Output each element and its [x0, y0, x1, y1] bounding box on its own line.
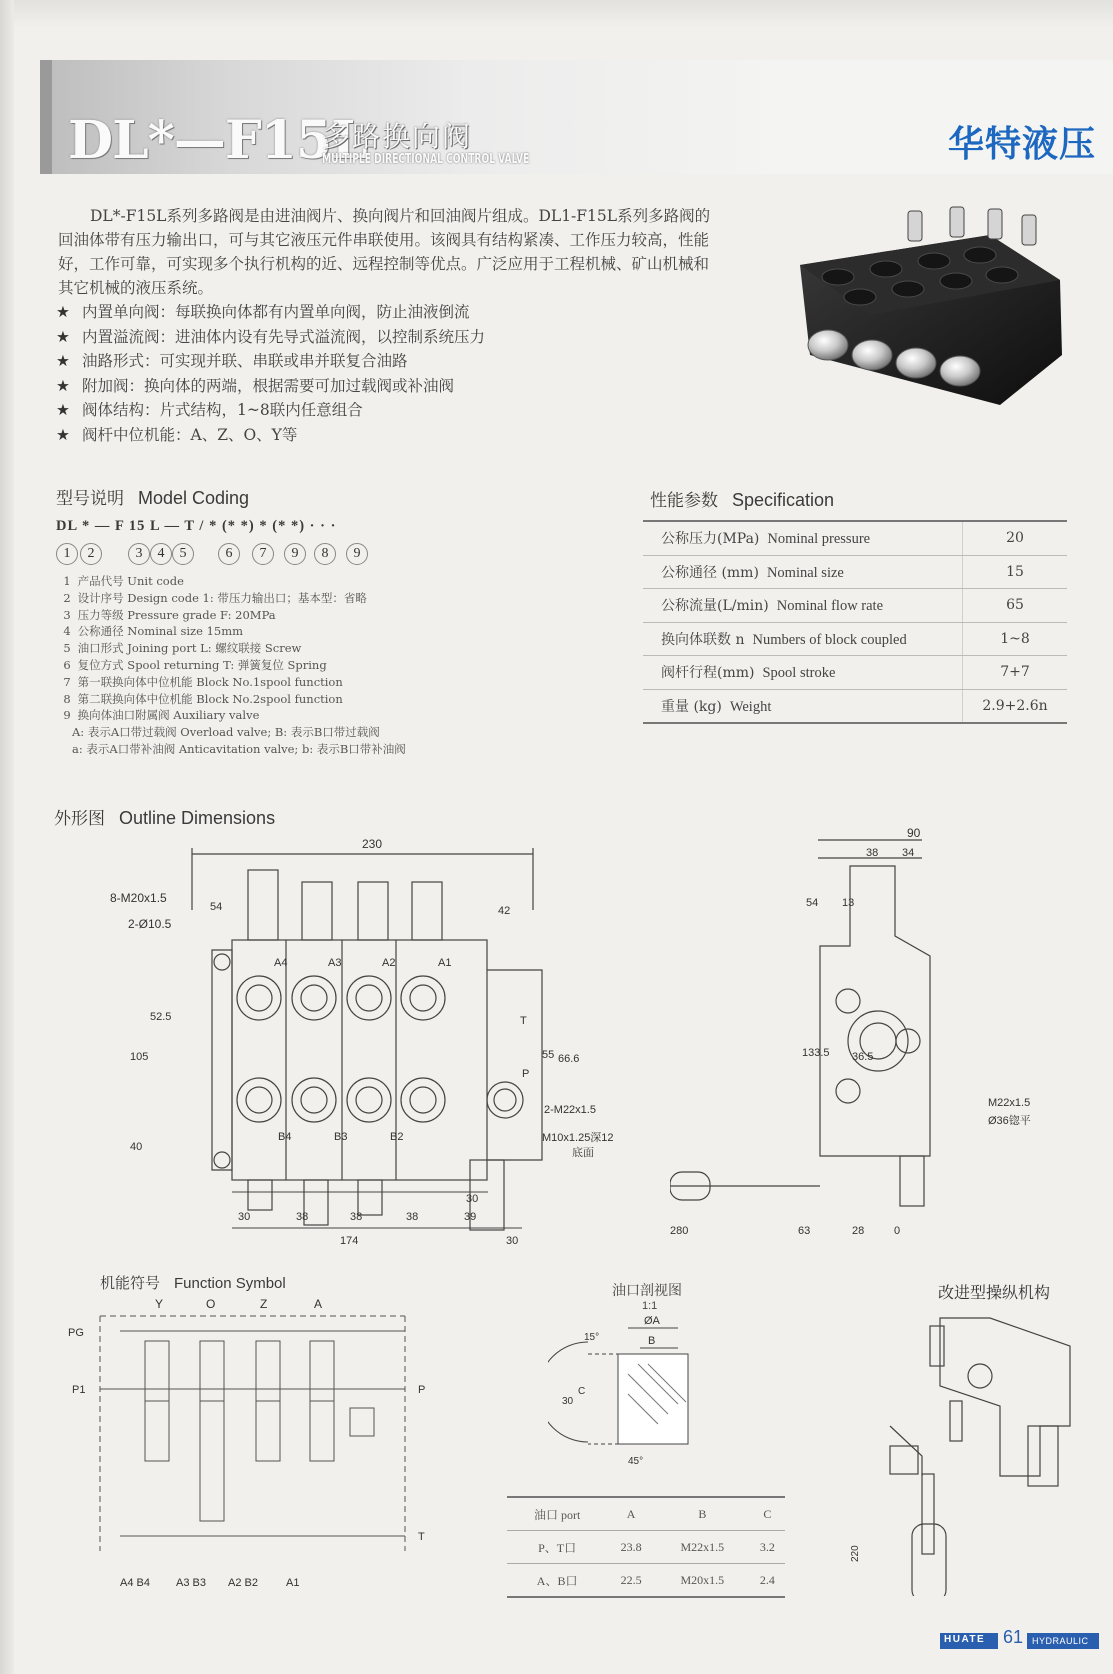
code-number: 6	[218, 543, 240, 565]
title-chinese: 多路换向阀	[322, 120, 473, 153]
dim-label: 13	[842, 897, 855, 909]
dim-label: 280	[670, 1225, 689, 1237]
feature-item: ★ 油路形式：可实现并联、串联或串并联复合油路	[56, 349, 696, 374]
legend-item: 3 压力等级 Pressure grade F: 20MPa	[63, 607, 276, 622]
model-coding-heading: 型号说明 Model Coding	[56, 488, 250, 509]
symbol-label: A2 B2	[228, 1577, 258, 1589]
star-icon: ★	[56, 303, 70, 321]
dim-label: 36.5	[852, 1051, 874, 1063]
dim-label: 30	[562, 1396, 574, 1407]
dim-label: 230	[361, 837, 383, 851]
side-view-drawing	[670, 826, 1070, 1246]
dim-label: 54	[806, 897, 819, 909]
table-row: P、T口 23.8 M22x1.5 3.2	[507, 1531, 785, 1564]
symbol-label: A1	[286, 1577, 300, 1589]
dim-label: 54	[210, 901, 223, 913]
page-number: 61	[1003, 1627, 1024, 1647]
symbol-label: PG	[68, 1327, 84, 1339]
star-icon: ★	[56, 401, 70, 419]
specification-heading: 性能参数 Specification	[650, 490, 835, 511]
dim-label: 38	[406, 1211, 419, 1223]
page-binding-shade	[0, 0, 14, 1674]
legend-item: 1 产品代号 Unit code	[63, 574, 184, 588]
port-label: T	[520, 1015, 527, 1027]
port-label: A3	[328, 957, 342, 969]
intro-paragraph: DL*-F15L系列多路阀是由进油阀片、换向阀片和回油阀片组成。DL1-F15L系列多路阀的回油体带有压力输出口，可与其它液压元件串联使用。该阀具有结构紧凑、工作压力较高，性能好，工作可靠，可实现多个执行机构的近、远程控制等优点。广泛应用于工程机械、矿山机械和其它机械的液压系统。	[58, 207, 711, 297]
legend-item: 9 换向体油口附属阀 Auxiliary valve	[63, 708, 260, 723]
dim-label: 38	[866, 847, 879, 859]
dim-label: 133.5	[802, 1047, 830, 1059]
symbol-label: A	[314, 1297, 323, 1311]
star-icon: ★	[56, 425, 70, 444]
dim-label: 52.5	[150, 1011, 172, 1023]
feature-list	[56, 300, 696, 447]
code-number: 5	[172, 543, 194, 565]
dim-label: 45°	[628, 1456, 644, 1467]
outline-heading: 外形图 Outline Dimensions	[54, 808, 276, 829]
port-section-title: 油口剖视图	[612, 1283, 682, 1299]
dim-label: 174	[340, 1235, 359, 1247]
code-number: 2	[80, 543, 102, 565]
star-icon: ★	[56, 352, 70, 370]
specification-table	[643, 520, 1067, 724]
port-label: A4	[274, 957, 288, 969]
dim-label: 15°	[584, 1332, 600, 1343]
dim-label: 30	[238, 1211, 251, 1223]
dim-label: 38	[350, 1211, 363, 1223]
dim-label: 105	[130, 1051, 149, 1063]
code-number: 8	[314, 543, 336, 565]
feature-item: ★ 阀体结构：片式结构，1~8联内任意组合	[56, 398, 696, 423]
table-row: A、B口 22.5 M20x1.5 2.4	[507, 1564, 785, 1598]
symbol-label: A3 B3	[176, 1577, 206, 1589]
dim-label: B	[648, 1335, 656, 1347]
callout-ports: 8-M20x1.5	[110, 891, 167, 905]
legend-item: 5 油口形式 Joining port L: 螺纹联接 Screw	[63, 641, 302, 656]
model-code-legend	[60, 573, 406, 758]
code-number: 7	[252, 543, 274, 565]
function-symbol-diagram	[60, 1296, 440, 1596]
brand-name: 华特液压	[948, 124, 1097, 165]
code-number: 1	[56, 543, 78, 565]
feature-item: ★ 内置单向阀：每联换向体都有内置单向阀，防止油液倒流	[56, 300, 696, 325]
port-label: P	[522, 1068, 530, 1080]
dim-label: 34	[902, 847, 915, 859]
port-label: B2	[390, 1131, 404, 1143]
code-number: 4	[150, 543, 172, 565]
symbol-label: T	[418, 1531, 425, 1543]
dim-label: 42	[498, 905, 511, 917]
dim-label: 40	[130, 1141, 143, 1153]
table-row: 重量 (kg) Weight 2.9+2.6n	[643, 689, 1067, 723]
feature-item: ★ 附加阀：换向体的两端，根据需要可加过载阀或补油阀	[56, 374, 696, 399]
table-row: 公称压力(MPa) Nominal pressure 20	[643, 521, 1067, 555]
front-view-drawing	[110, 830, 630, 1250]
improved-mechanism-title: 改进型操纵机构	[938, 1283, 1051, 1302]
dim-label: 38	[296, 1211, 309, 1223]
model-title: DL*—F15L	[68, 110, 367, 171]
legend-item: A: 表示A口带过载阀 Overload valve; B: 表示B口带过载阀	[72, 725, 380, 740]
legend-item: 8 第二联换向体中位机能 Block No.2spool function	[63, 691, 343, 706]
callout-m22: 2-M22x1.5	[544, 1104, 596, 1116]
dim-label: 0	[894, 1225, 901, 1237]
table-row: 阀杆行程(mm) Spool stroke 7+7	[643, 656, 1067, 690]
callout-m10: M10x1.25深12	[542, 1132, 614, 1144]
port-table	[507, 1496, 785, 1598]
legend-item: 4 公称通径 Nominal size 15mm	[63, 624, 244, 639]
callout-bottom: 底面	[572, 1147, 594, 1159]
footer-label: HYDRAULIC	[1032, 1636, 1089, 1646]
port-label: A2	[382, 957, 396, 969]
table-row: 公称通径 (mm) Nominal size 15	[643, 555, 1067, 589]
symbol-label: Z	[260, 1297, 268, 1311]
page-top-shade	[0, 0, 1113, 28]
legend-item: a: 表示A口带补油阀 Anticavitation valve; b: 表示B口带补油阀	[72, 741, 406, 756]
function-symbol-heading: 机能符号 Function Symbol	[100, 1274, 286, 1292]
symbol-label: Y	[155, 1297, 164, 1311]
callout-spot: Ø36锪平	[988, 1115, 1031, 1127]
dim-label: 220	[850, 1545, 861, 1562]
dim-label: 30	[466, 1193, 479, 1205]
port-section-drawing	[548, 1314, 718, 1484]
dim-label: 66.6	[558, 1053, 580, 1065]
port-label: A1	[438, 957, 452, 969]
symbol-label: P	[418, 1384, 426, 1396]
port-section-scale: 1:1	[642, 1300, 658, 1312]
star-icon: ★	[56, 376, 70, 395]
table-row: 油口 port A B C	[507, 1497, 785, 1531]
legend-item: 6 复位方式 Spool returning T: 弹簧复位 Spring	[63, 657, 327, 672]
dim-label: 30	[506, 1235, 519, 1247]
code-number: 3	[128, 543, 150, 565]
symbol-label: A4 B4	[120, 1577, 150, 1589]
dim-label: 28	[852, 1225, 865, 1237]
table-row: 公称流量(L/min) Nominal flow rate 65	[643, 589, 1067, 623]
footer-brand: HUATE	[944, 1634, 986, 1645]
port-label: B3	[334, 1131, 348, 1143]
dim-label: 39	[464, 1211, 477, 1223]
star-icon: ★	[56, 327, 70, 346]
feature-item: ★ 阀杆中位机能：A、Z、O、Y等	[56, 423, 696, 448]
dim-label: 90	[907, 826, 921, 840]
code-number: 9	[346, 543, 368, 565]
product-photo	[790, 205, 1075, 420]
port-label: B4	[278, 1131, 292, 1143]
code-number: 9	[284, 543, 306, 565]
legend-item: 7 第一联换向体中位机能 Block No.1spool function	[63, 674, 343, 689]
dim-label: C	[578, 1386, 586, 1397]
improved-mechanism-drawing	[850, 1306, 1080, 1596]
symbol-label: P1	[72, 1384, 86, 1396]
title-english: MULTIPLE DIRECTIONAL CONTROL VALVE	[322, 152, 530, 167]
dim-label: 63	[798, 1225, 811, 1237]
dim-label: ØA	[644, 1315, 660, 1327]
callout-m22: M22x1.5	[988, 1097, 1031, 1109]
symbol-label: O	[206, 1297, 216, 1311]
table-row: 换向体联数 n Numbers of block coupled 1~8	[643, 622, 1067, 656]
callout-holes: 2-Ø10.5	[128, 917, 172, 931]
legend-item: 2 设计序号 Design code 1: 带压力输出口；基本型：省略	[63, 590, 367, 605]
dim-label: 55	[542, 1049, 555, 1061]
model-code-string: DL * — F 15 L — T / * (* *) * (* *) · · ·	[56, 518, 337, 534]
feature-item: ★ 内置溢流阀：进油体内设有先导式溢流阀，以控制系统压力	[56, 325, 696, 350]
header-accent	[40, 60, 52, 174]
